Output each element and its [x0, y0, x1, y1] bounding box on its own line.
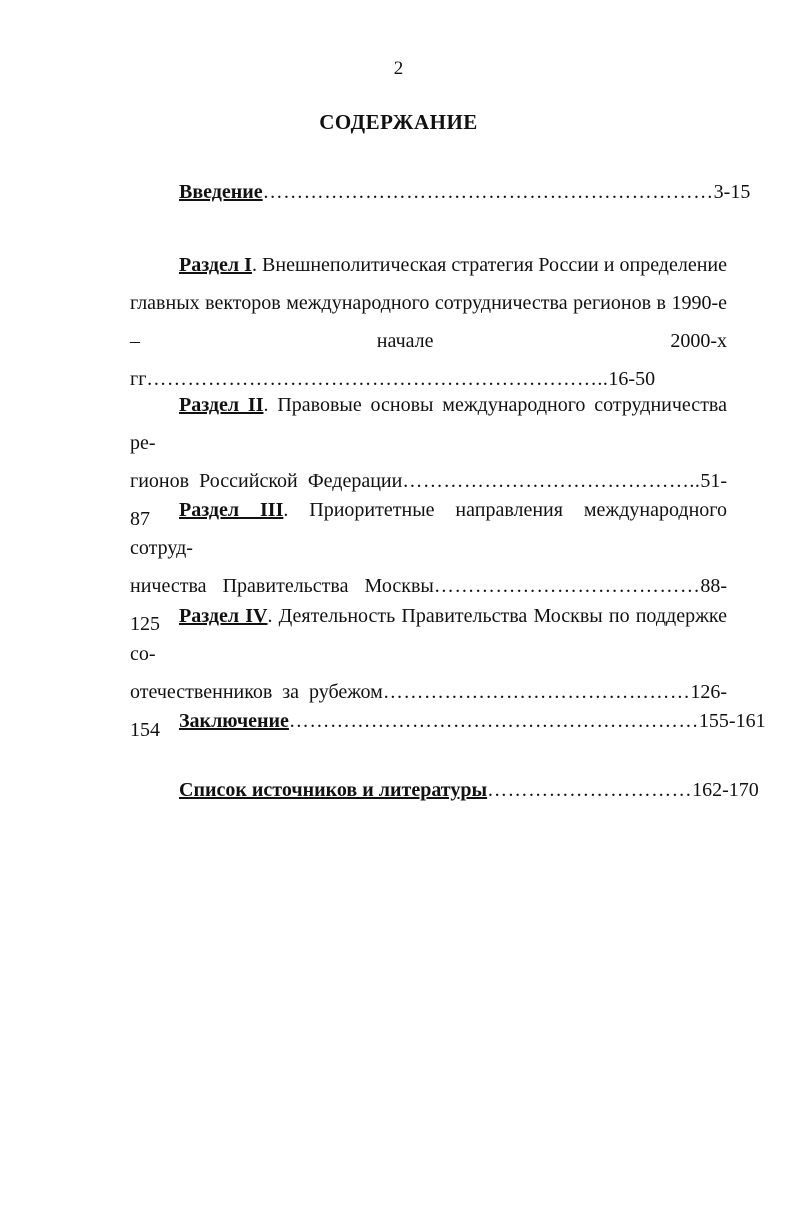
toc-page-range: 88-125	[130, 575, 727, 635]
toc-dot-leader: …………………………………………………………	[262, 181, 714, 203]
toc-entry-text: . Приоритетные направления международного сотруд-	[130, 499, 727, 559]
toc-page-range: 126-154	[130, 681, 727, 741]
toc-heading[interactable]: Заключение	[179, 710, 289, 732]
toc-entry-section-1[interactable]	[130, 246, 727, 398]
toc-page-range: 155-161	[698, 710, 766, 732]
toc-heading[interactable]: Раздел II	[179, 394, 264, 416]
toc-dot-leader: …………………………	[487, 779, 693, 801]
toc-dot-leader: …………………………………………………………..	[146, 368, 609, 390]
toc-dot-leader: …………………………………	[433, 575, 701, 597]
toc-dot-leader: ………………………………………	[382, 681, 691, 703]
page-number: 2	[393, 58, 404, 79]
toc-heading[interactable]: Список источников и литературы	[179, 779, 488, 801]
toc-entry-text-continued: отечественников за рубежом	[130, 681, 383, 703]
toc-entry-text: . Внешнеполитическая стратегия России и определение главных векторов международного сотрудничества регионов в 1990-е – начале 2000-х гг	[130, 254, 728, 390]
toc-entry-introduction[interactable]	[179, 173, 751, 211]
toc-dot-leader: ……………………………………………………	[288, 710, 699, 732]
toc-entry-conclusion[interactable]	[179, 702, 766, 740]
toc-heading[interactable]: Раздел I	[179, 254, 252, 276]
toc-page-range: 3-15	[713, 181, 751, 203]
toc-heading[interactable]: Введение	[179, 181, 263, 203]
toc-heading[interactable]: Раздел IV	[179, 605, 268, 627]
toc-entry-text: . Правовые основы международного сотрудничества ре-	[130, 394, 727, 454]
toc-entry-text-continued: гионов Российской Федерации	[130, 470, 403, 492]
toc-dot-leader: ……………………………………..	[402, 470, 701, 492]
toc-page-range: 51-87	[130, 470, 727, 530]
toc-entry-text-continued: ничества Правительства Москвы	[130, 575, 434, 597]
toc-page-range: 162-170	[692, 779, 759, 801]
toc-page-range: 16-50	[608, 368, 656, 390]
toc-entry-bibliography[interactable]	[179, 771, 759, 809]
toc-heading[interactable]: Раздел III	[179, 499, 284, 521]
toc-entry-text: . Деятельность Правительства Москвы по поддержке со-	[130, 605, 727, 665]
page-title: СОДЕРЖАНИЕ	[319, 110, 478, 134]
